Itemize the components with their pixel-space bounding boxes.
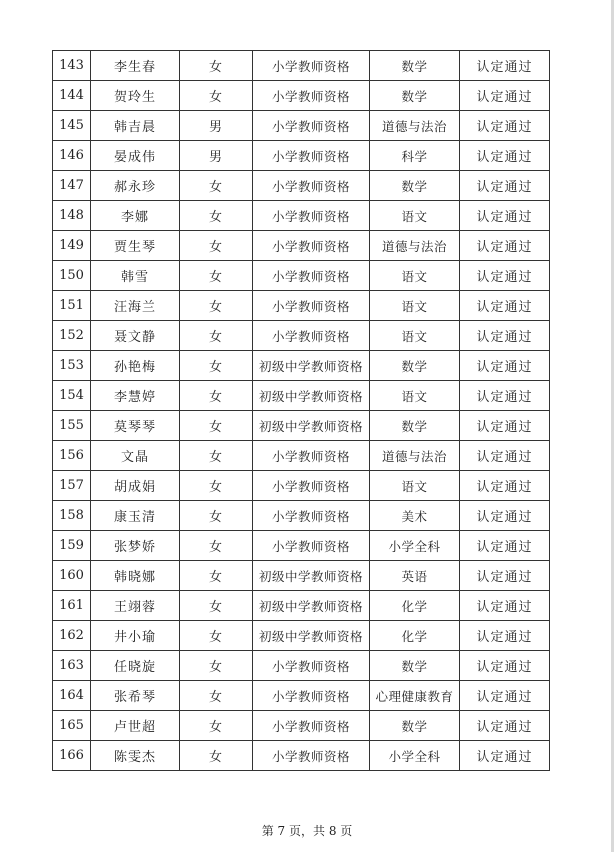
table-row (53, 651, 550, 681)
subject-cell: 数学 (370, 651, 460, 681)
table-row (53, 381, 550, 411)
teacher-qualification-table (52, 50, 550, 771)
row-number-cell: 163 (53, 651, 91, 681)
gender-cell: 女 (180, 651, 253, 681)
result-cell: 认定通过 (460, 51, 550, 81)
table-row (53, 531, 550, 561)
name-cell: 郝永珍 (91, 171, 180, 201)
qualification-cell: 小学教师资格 (253, 201, 370, 231)
subject-cell: 语文 (370, 321, 460, 351)
subject-cell: 道德与法治 (370, 231, 460, 261)
subject-cell: 道德与法治 (370, 111, 460, 141)
qualification-cell: 小学教师资格 (253, 741, 370, 771)
table-row (53, 351, 550, 381)
result-cell: 认定通过 (460, 411, 550, 441)
qualification-cell: 初级中学教师资格 (253, 381, 370, 411)
row-number-cell: 158 (53, 501, 91, 531)
result-cell: 认定通过 (460, 321, 550, 351)
name-cell: 任晓旋 (91, 651, 180, 681)
row-number-cell: 148 (53, 201, 91, 231)
table-row (53, 231, 550, 261)
subject-cell: 小学全科 (370, 531, 460, 561)
subject-cell: 语文 (370, 261, 460, 291)
table-row (53, 291, 550, 321)
qualification-cell: 小学教师资格 (253, 501, 370, 531)
gender-cell: 女 (180, 351, 253, 381)
gender-cell: 女 (180, 411, 253, 441)
name-cell: 莫琴琴 (91, 411, 180, 441)
result-cell: 认定通过 (460, 261, 550, 291)
row-number-cell: 152 (53, 321, 91, 351)
name-cell: 贾生琴 (91, 231, 180, 261)
result-cell: 认定通过 (460, 111, 550, 141)
subject-cell: 数学 (370, 411, 460, 441)
qualification-cell: 小学教师资格 (253, 711, 370, 741)
result-cell: 认定通过 (460, 651, 550, 681)
result-cell: 认定通过 (460, 441, 550, 471)
table-row (53, 741, 550, 771)
subject-cell: 语文 (370, 201, 460, 231)
subject-cell: 数学 (370, 351, 460, 381)
qualification-cell: 小学教师资格 (253, 51, 370, 81)
row-number-cell: 153 (53, 351, 91, 381)
subject-cell: 语文 (370, 381, 460, 411)
name-cell: 胡成娟 (91, 471, 180, 501)
name-cell: 康玉清 (91, 501, 180, 531)
row-number-cell: 161 (53, 591, 91, 621)
result-cell: 认定通过 (460, 201, 550, 231)
subject-cell: 化学 (370, 621, 460, 651)
table-row (53, 261, 550, 291)
name-cell: 汪海兰 (91, 291, 180, 321)
table-row (53, 471, 550, 501)
qualification-cell: 小学教师资格 (253, 441, 370, 471)
row-number-cell: 143 (53, 51, 91, 81)
result-cell: 认定通过 (460, 621, 550, 651)
result-cell: 认定通过 (460, 471, 550, 501)
result-cell: 认定通过 (460, 531, 550, 561)
subject-cell: 数学 (370, 711, 460, 741)
row-number-cell: 160 (53, 561, 91, 591)
table-body (53, 51, 550, 771)
row-number-cell: 144 (53, 81, 91, 111)
qualification-cell: 小学教师资格 (253, 291, 370, 321)
result-cell: 认定通过 (460, 591, 550, 621)
qualification-cell: 初级中学教师资格 (253, 561, 370, 591)
gender-cell: 女 (180, 81, 253, 111)
name-cell: 张梦娇 (91, 531, 180, 561)
row-number-cell: 162 (53, 621, 91, 651)
name-cell: 韩吉晨 (91, 111, 180, 141)
qualification-cell: 小学教师资格 (253, 531, 370, 561)
qualification-cell: 初级中学教师资格 (253, 591, 370, 621)
name-cell: 张希琴 (91, 681, 180, 711)
qualification-cell: 初级中学教师资格 (253, 411, 370, 441)
row-number-cell: 154 (53, 381, 91, 411)
name-cell: 井小瑜 (91, 621, 180, 651)
row-number-cell: 165 (53, 711, 91, 741)
result-cell: 认定通过 (460, 561, 550, 591)
table-row (53, 711, 550, 741)
name-cell: 文晶 (91, 441, 180, 471)
page-number-text: 第 7 页，共 8 页 (261, 824, 353, 838)
gender-cell: 女 (180, 231, 253, 261)
result-cell: 认定通过 (460, 681, 550, 711)
table-row (53, 141, 550, 171)
subject-cell: 数学 (370, 81, 460, 111)
row-number-cell: 166 (53, 741, 91, 771)
subject-cell: 道德与法治 (370, 441, 460, 471)
gender-cell: 女 (180, 561, 253, 591)
gender-cell: 女 (180, 471, 253, 501)
qualification-cell: 小学教师资格 (253, 261, 370, 291)
table-row (53, 591, 550, 621)
table-row (53, 111, 550, 141)
row-number-cell: 146 (53, 141, 91, 171)
name-cell: 李娜 (91, 201, 180, 231)
gender-cell: 女 (180, 171, 253, 201)
name-cell: 李慧婷 (91, 381, 180, 411)
row-number-cell: 157 (53, 471, 91, 501)
table-row (53, 621, 550, 651)
name-cell: 孙艳梅 (91, 351, 180, 381)
table-row (53, 561, 550, 591)
gender-cell: 女 (180, 201, 253, 231)
gender-cell: 女 (180, 531, 253, 561)
row-number-cell: 151 (53, 291, 91, 321)
row-number-cell: 156 (53, 441, 91, 471)
qualification-cell: 小学教师资格 (253, 681, 370, 711)
qualification-cell: 小学教师资格 (253, 231, 370, 261)
subject-cell: 科学 (370, 141, 460, 171)
name-cell: 陈雯杰 (91, 741, 180, 771)
subject-cell: 小学全科 (370, 741, 460, 771)
gender-cell: 男 (180, 111, 253, 141)
qualification-cell: 小学教师资格 (253, 651, 370, 681)
subject-cell: 心理健康教育 (370, 681, 460, 711)
qualification-cell: 小学教师资格 (253, 81, 370, 111)
gender-cell: 女 (180, 741, 253, 771)
name-cell: 王翊蓉 (91, 591, 180, 621)
gender-cell: 女 (180, 321, 253, 351)
row-number-cell: 164 (53, 681, 91, 711)
qualification-cell: 小学教师资格 (253, 171, 370, 201)
table-row (53, 201, 550, 231)
result-cell: 认定通过 (460, 81, 550, 111)
result-cell: 认定通过 (460, 231, 550, 261)
subject-cell: 英语 (370, 561, 460, 591)
row-number-cell: 145 (53, 111, 91, 141)
page-footer (0, 822, 614, 839)
row-number-cell: 159 (53, 531, 91, 561)
gender-cell: 女 (180, 711, 253, 741)
result-cell: 认定通过 (460, 381, 550, 411)
qualification-cell: 初级中学教师资格 (253, 351, 370, 381)
table-row (53, 81, 550, 111)
row-number-cell: 155 (53, 411, 91, 441)
name-cell: 贺玲生 (91, 81, 180, 111)
subject-cell: 数学 (370, 171, 460, 201)
row-number-cell: 149 (53, 231, 91, 261)
qualification-cell: 小学教师资格 (253, 471, 370, 501)
table-row (53, 441, 550, 471)
name-cell: 聂文静 (91, 321, 180, 351)
result-cell: 认定通过 (460, 171, 550, 201)
table-row (53, 321, 550, 351)
gender-cell: 男 (180, 141, 253, 171)
name-cell: 韩晓娜 (91, 561, 180, 591)
name-cell: 晏成伟 (91, 141, 180, 171)
table-row (53, 171, 550, 201)
result-cell: 认定通过 (460, 351, 550, 381)
result-cell: 认定通过 (460, 141, 550, 171)
gender-cell: 女 (180, 261, 253, 291)
table-row (53, 681, 550, 711)
result-cell: 认定通过 (460, 741, 550, 771)
qualification-cell: 小学教师资格 (253, 111, 370, 141)
gender-cell: 女 (180, 681, 253, 711)
subject-cell: 数学 (370, 51, 460, 81)
gender-cell: 女 (180, 621, 253, 651)
table-row (53, 51, 550, 81)
subject-cell: 化学 (370, 591, 460, 621)
gender-cell: 女 (180, 501, 253, 531)
result-cell: 认定通过 (460, 291, 550, 321)
qualification-cell: 小学教师资格 (253, 141, 370, 171)
table-row (53, 501, 550, 531)
subject-cell: 语文 (370, 291, 460, 321)
gender-cell: 女 (180, 381, 253, 411)
row-number-cell: 150 (53, 261, 91, 291)
subject-cell: 美术 (370, 501, 460, 531)
name-cell: 卢世超 (91, 711, 180, 741)
table-row (53, 411, 550, 441)
qualification-cell: 小学教师资格 (253, 321, 370, 351)
qualification-cell: 初级中学教师资格 (253, 621, 370, 651)
gender-cell: 女 (180, 591, 253, 621)
row-number-cell: 147 (53, 171, 91, 201)
result-cell: 认定通过 (460, 501, 550, 531)
gender-cell: 女 (180, 441, 253, 471)
gender-cell: 女 (180, 51, 253, 81)
name-cell: 李生春 (91, 51, 180, 81)
gender-cell: 女 (180, 291, 253, 321)
name-cell: 韩雪 (91, 261, 180, 291)
result-cell: 认定通过 (460, 711, 550, 741)
subject-cell: 语文 (370, 471, 460, 501)
